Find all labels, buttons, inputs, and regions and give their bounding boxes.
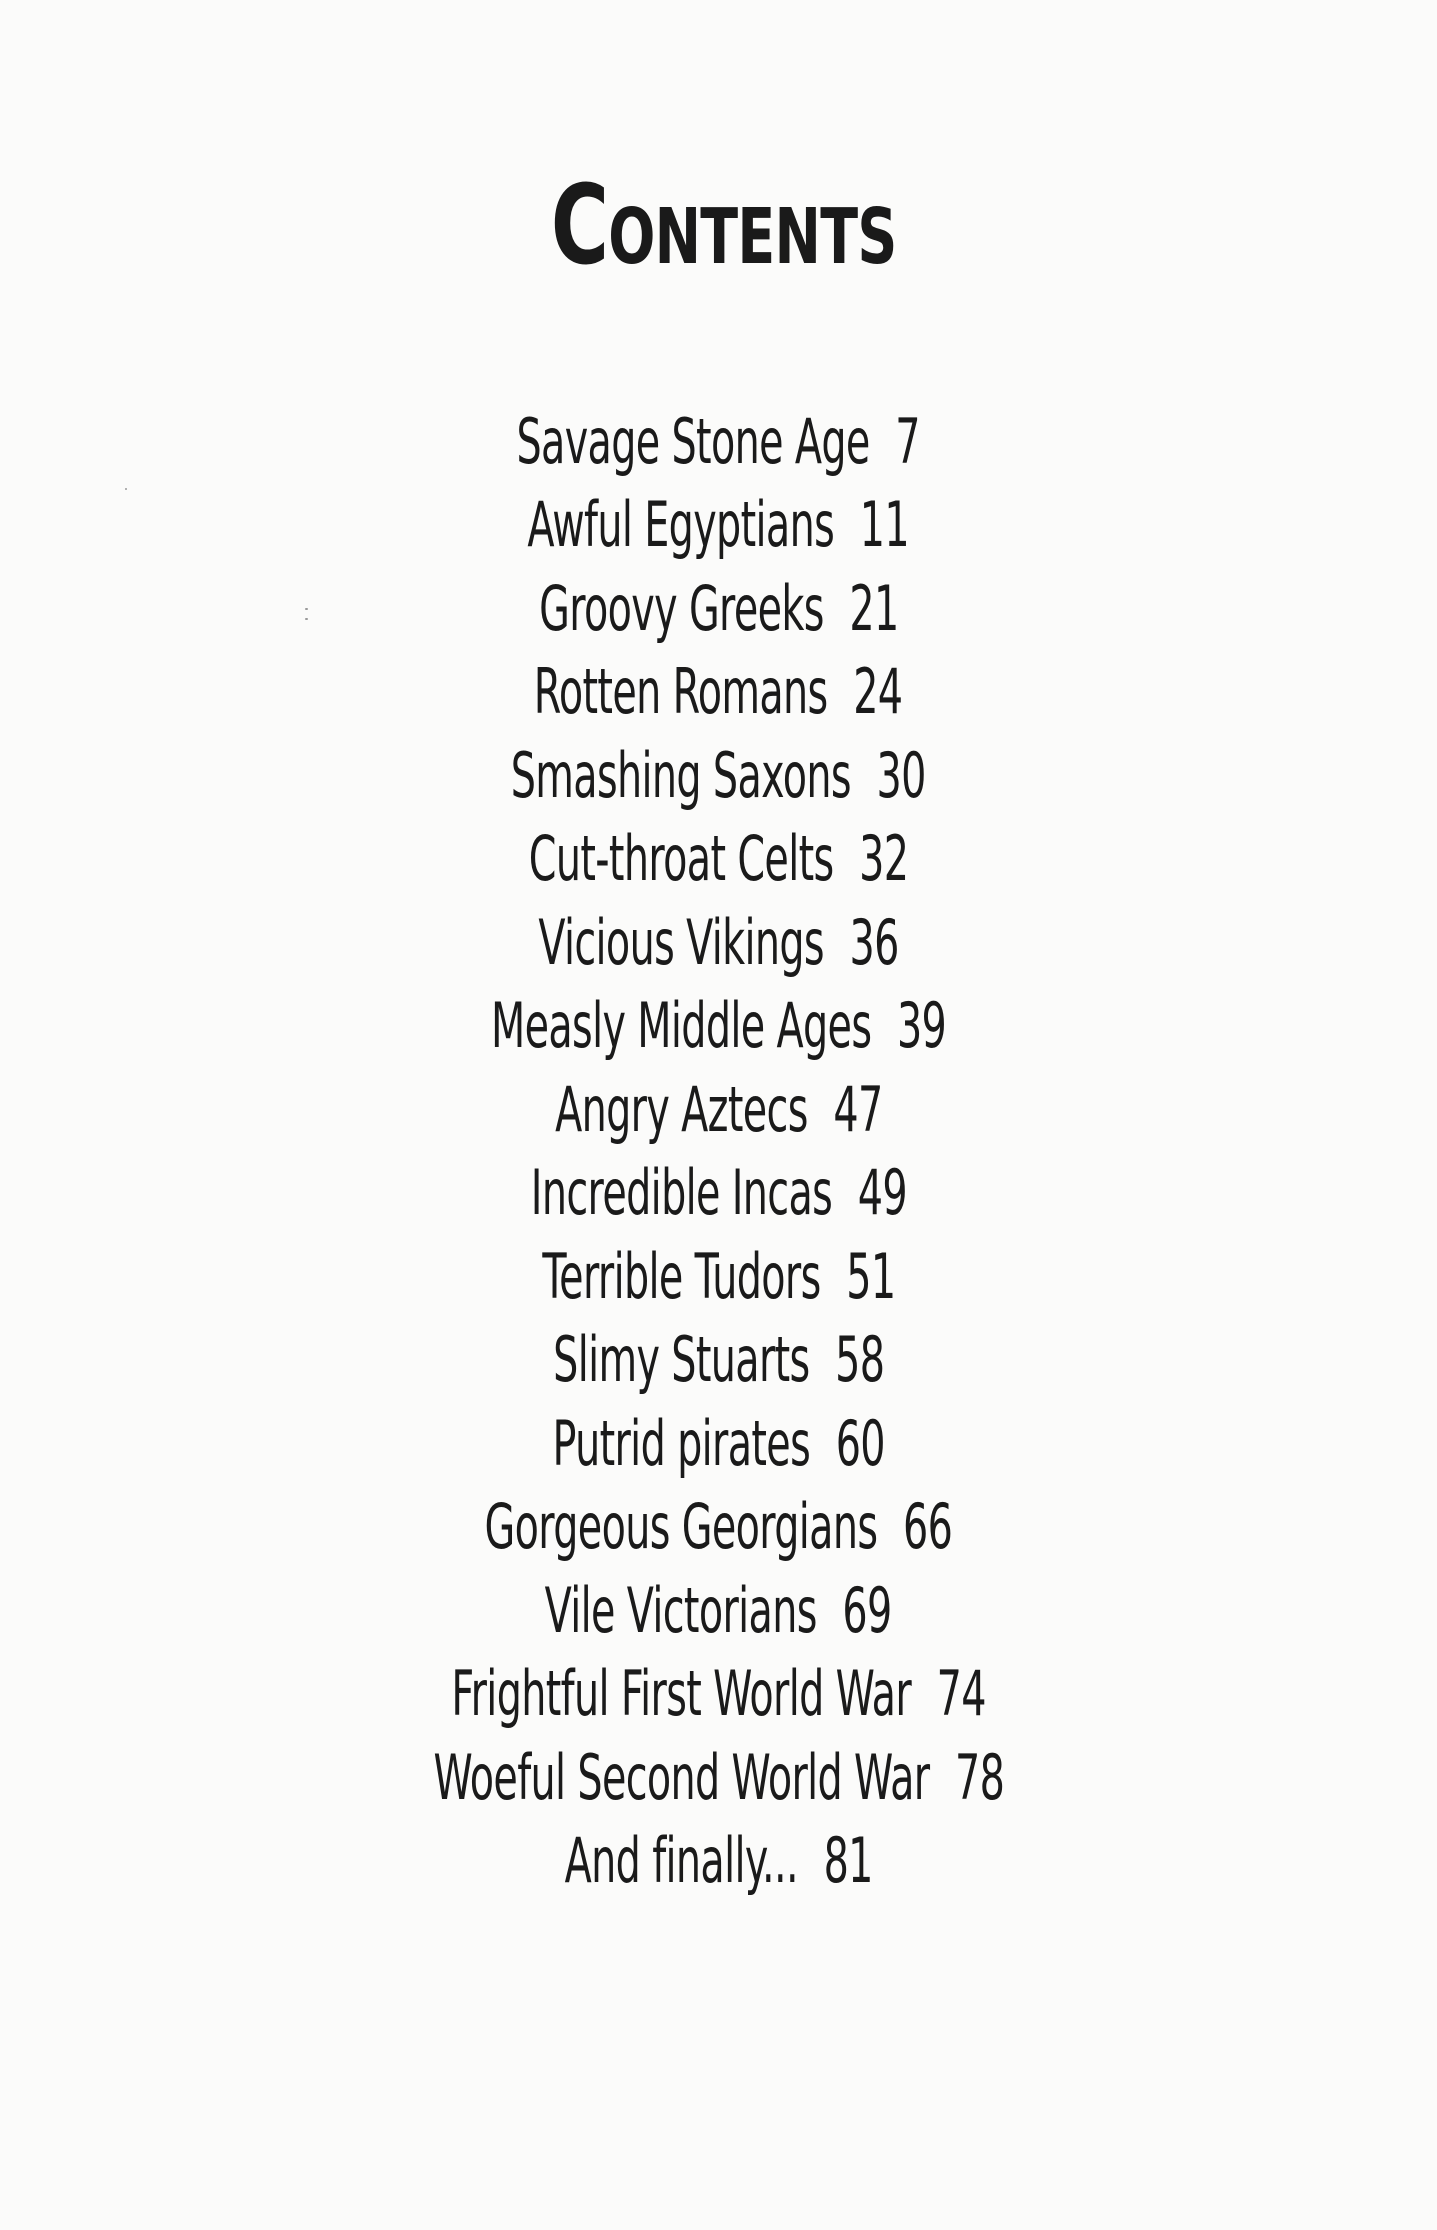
toc-entry-title: Incredible Incas (530, 1156, 832, 1230)
table-of-contents (0, 400, 1437, 1903)
toc-entry-page: 21 (849, 571, 899, 645)
toc-entry-page: 74 (936, 1657, 986, 1731)
toc-entry[interactable] (0, 1319, 1437, 1403)
toc-entry-page: 39 (896, 989, 947, 1063)
toc-entry[interactable] (0, 484, 1437, 568)
toc-entry-title: Terrible Tudors (541, 1239, 821, 1313)
toc-entry-title: Gorgeous Georgians (484, 1490, 878, 1564)
toc-entry[interactable] (0, 400, 1437, 484)
toc-entry-title: Measly Middle Ages (490, 989, 872, 1063)
toc-entry[interactable] (0, 901, 1437, 985)
toc-entry-title: Vicious Vikings (538, 905, 824, 979)
toc-entry[interactable] (0, 567, 1437, 651)
toc-entry[interactable] (0, 1486, 1437, 1570)
toc-entry[interactable] (0, 1068, 1437, 1152)
toc-entry-page: 32 (859, 822, 909, 896)
toc-entry-title: Vile Victorians (545, 1573, 818, 1647)
toc-entry-title: Slimy Stuarts (552, 1323, 810, 1397)
toc-entry-page: 11 (860, 488, 910, 562)
toc-entry[interactable] (0, 1653, 1437, 1737)
toc-entry-title: Groovy Greeks (538, 571, 824, 645)
toc-entry-title: Putrid pirates (552, 1406, 810, 1480)
toc-entry-title: Rotten Romans (534, 655, 829, 729)
toc-entry-page: 7 (895, 404, 921, 478)
toc-entry-page: 58 (834, 1323, 885, 1397)
toc-entry[interactable] (0, 1820, 1437, 1904)
toc-entry-title: Cut-throat Celts (528, 822, 834, 896)
toc-entry-page: 24 (853, 655, 903, 729)
toc-entry[interactable] (0, 1736, 1437, 1820)
toc-entry-title: Awful Egyptians (527, 488, 835, 562)
toc-entry-page: 51 (845, 1239, 896, 1313)
page-title: Contents (550, 161, 897, 289)
toc-entry[interactable] (0, 818, 1437, 902)
toc-entry-title: Frightful First World War (451, 1657, 911, 1731)
toc-entry-page: 60 (835, 1406, 885, 1480)
toc-entry-title: And finally... (564, 1824, 798, 1898)
toc-entry-page: 81 (823, 1824, 873, 1898)
toc-entry-page: 69 (842, 1573, 892, 1647)
scan-speck (305, 608, 308, 610)
toc-entry-title: Angry Aztecs (554, 1072, 808, 1146)
toc-entry-page: 66 (903, 1490, 953, 1564)
toc-entry-page: 47 (833, 1072, 883, 1146)
scan-speck (125, 488, 127, 490)
toc-entry-title: Savage Stone Age (516, 404, 870, 478)
toc-entry-page: 36 (849, 905, 899, 979)
toc-entry[interactable] (0, 651, 1437, 735)
toc-entry-page: 78 (954, 1740, 1004, 1814)
toc-entry[interactable] (0, 1152, 1437, 1236)
toc-entry-page: 30 (876, 738, 927, 812)
scan-speck (305, 618, 308, 620)
toc-entry[interactable] (0, 1569, 1437, 1653)
toc-entry[interactable] (0, 1402, 1437, 1486)
toc-entry-title: Smashing Saxons (510, 738, 852, 812)
toc-entry[interactable] (0, 734, 1437, 818)
toc-entry[interactable] (0, 1235, 1437, 1319)
toc-entry-title: Woeful Second World War (433, 1740, 930, 1814)
toc-entry-page: 49 (857, 1156, 907, 1230)
toc-entry[interactable] (0, 985, 1437, 1069)
